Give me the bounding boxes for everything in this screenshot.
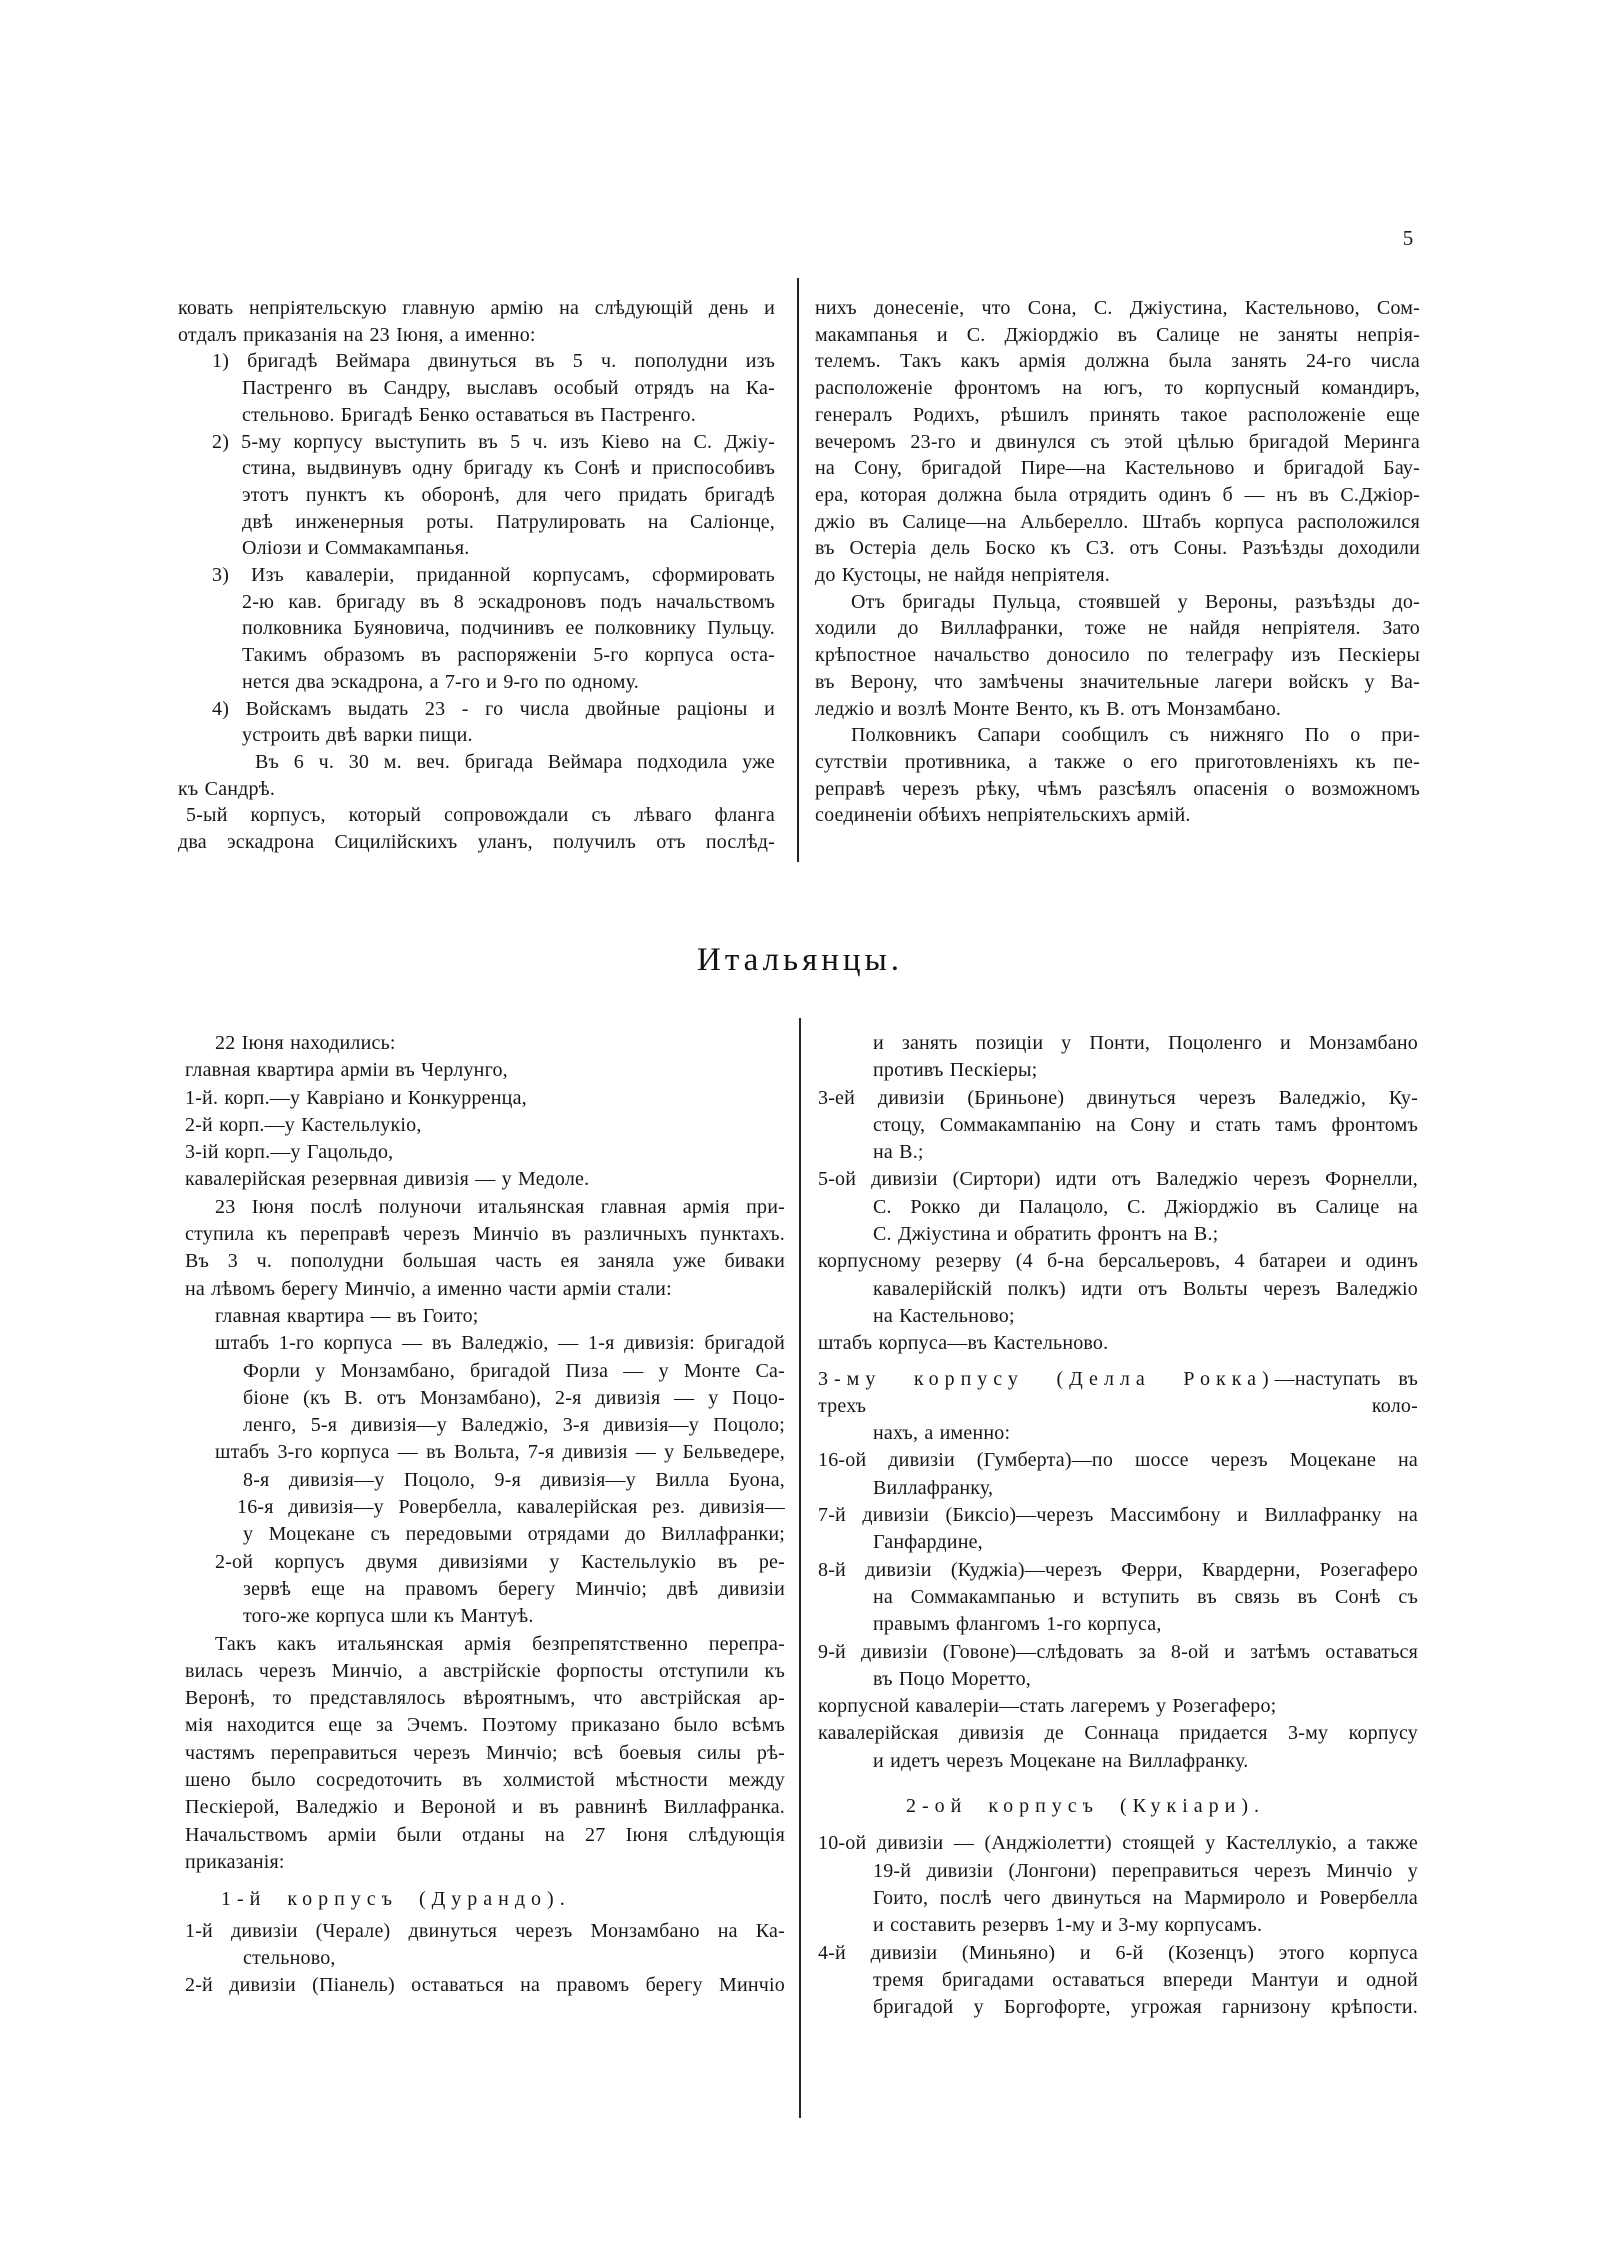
text-line: 2-ю кав. бригаду въ 8 эскадроновъ подъ начальствомъ: [242, 590, 775, 613]
text-line: частямъ переправиться черезъ Минчіо; всѣ боевыя силы рѣ-: [185, 1741, 785, 1764]
text-line: 1) бригадѣ Веймара двинуться въ 5 ч. пополудни изъ: [212, 350, 775, 373]
text-line: крѣпостное начальство доносило по телеграфу изъ Пескіеры: [815, 644, 1420, 667]
text-line: 10-ой дивизіи — (Анджіолетти) стоящей у Кастеллукіо, а также: [818, 1832, 1418, 1855]
top-left-column: [178, 295, 775, 856]
text-line: и составить резервъ 1-му и 3-му корпусамъ.: [873, 1914, 1263, 1937]
text-line: 8-й дивизіи (Куджіа)—черезъ Ферри, Квардерни, Розегаферо: [818, 1558, 1418, 1581]
text-line: отдалъ приказанія на 23 Іюня, а именно:: [178, 323, 536, 346]
text-line: Ганфардине,: [873, 1531, 983, 1554]
text-line: мія находится еще за Эчемъ. Поэтому приказано было всѣмъ: [185, 1714, 785, 1737]
text-line: Виллафранку,: [873, 1476, 994, 1499]
text-line: 4-й дивизіи (Миньяно) и 6-й (Козенцъ) этого корпуса: [818, 1941, 1418, 1964]
text-line: С. Рокко ди Палацоло, С. Джіорджіо въ Салице на: [873, 1195, 1418, 1218]
text-line: нахъ, а именно:: [873, 1422, 1011, 1445]
text-line: штабъ 3-го корпуса — въ Вольта, 7-я дивизія — у Бельведере,: [215, 1441, 785, 1464]
text-line: біоне (къ В. отъ Монзамбано), 2-я дивизія — у Поцо-: [243, 1386, 785, 1409]
text-line: бригадой у Боргофорте, угрожая гарнизону крѣпости.: [873, 1996, 1418, 2019]
text-line: ступила къ переправѣ черезъ Минчіо въ различныхъ пунктахъ.: [185, 1223, 785, 1246]
text-line: Гоито, послѣ чего двинуться на Мармироло и Ровербелла: [873, 1886, 1418, 1909]
text-line: телемъ. Такъ какъ армія должна была занять 24-го числа: [815, 350, 1420, 373]
text-line: Веронѣ, то представлялось вѣроятнымъ, что австрійская ар-: [185, 1687, 785, 1710]
text-line: 2) 5-му корпусу выступить въ 5 ч. изъ Кіево на С. Джіу-: [212, 430, 775, 453]
text-line: 5-ый корпусъ, который сопровождали съ лѣваго фланга: [186, 804, 775, 827]
text-line: 2-й корп.—у Кастельлукіо,: [185, 1113, 422, 1136]
bottom-left-column: [185, 1030, 785, 1999]
text-line: вилась черезъ Минчіо, а австрійскіе форпосты отступили къ: [185, 1659, 785, 1682]
text-line: устроить двѣ варки пищи.: [242, 724, 473, 747]
text-line: шено было сосредоточить въ холмистой мѣстности между: [185, 1769, 785, 1792]
text-line: ленго, 5-я дивизія—у Валеджіо, 3-я дивизія—у Поцоло;: [243, 1414, 785, 1437]
text-line: Пескіерой, Валеджіо и Вероной и въ равнинѣ Виллафранка.: [185, 1796, 785, 1819]
text-line: 4) Войскамъ выдать 23 - го числа двойные раціоны и: [212, 697, 775, 720]
text-line: 9-й дивизіи (Говоне)—слѣдовать за 8-ой и затѣмъ оставаться: [818, 1640, 1418, 1663]
page-number: 5: [1402, 226, 1414, 250]
text-line: Такимъ образомъ въ распоряженіи 5-го корпуса оста-: [242, 644, 775, 667]
text-line: въ Верону, что замѣчены значительные лагери войскъ у Ва-: [815, 670, 1420, 693]
text-line: 16-ой дивизіи (Гумберта)—по шоссе черезъ Моцекане на: [818, 1449, 1418, 1472]
text-line: ходили до Виллафранки, тоже не найдя непріятеля. Зато: [815, 617, 1420, 640]
text-line: корпусному резерву (4 б-на берсальеровъ, 4 батареи и одинъ: [818, 1250, 1418, 1273]
text-line: 2-ой корпусъ (Кукіари).: [906, 1795, 1265, 1818]
text-line: стоцу, Соммакампанію на Сону и стать тамъ фронтомъ: [873, 1113, 1418, 1136]
text-line: 5-ой дивизіи (Сиртори) идти отъ Валеджіо черезъ Форнелли,: [818, 1168, 1418, 1191]
text-line: главная квартира арміи въ Черлунго,: [185, 1059, 508, 1082]
text-line: тремя бригадами оставаться впереди Мантуи и одной: [873, 1968, 1418, 1991]
text-line: штабъ 1-го корпуса — въ Валеджіо, — 1-я дивизія: бригадой: [215, 1332, 785, 1355]
text-line: штабъ корпуса—въ Кастельново.: [818, 1332, 1109, 1355]
text-line: 2-й дивизіи (Піанель) оставаться на правомъ берегу Минчіо: [185, 1974, 785, 1997]
text-line: 1-й дивизіи (Черале) двинуться черезъ Монзамбано на Ка-: [185, 1919, 785, 1942]
text-line: стина, выдвинувъ одну бригаду къ Сонѣ и приспособивъ: [242, 457, 775, 480]
text-line: полковника Буяновича, подчинивъ ее полковнику Пульцу.: [242, 617, 775, 640]
text-line: кавалерійская дивизія де Соннаца придается 3-му корпусу: [818, 1722, 1418, 1745]
text-line: на В.;: [873, 1141, 924, 1164]
text-line: на Соммакампанью и вступить въ связь въ Сонѣ съ: [873, 1585, 1418, 1608]
text-line: 3-ій корп.—у Гацольдо,: [185, 1141, 394, 1164]
text-line: 22 Іюня находились:: [215, 1032, 396, 1054]
text-line: нихъ донесеніе, что Сона, С. Джіустина, Кастельново, Сом-: [815, 297, 1420, 319]
text-line: 1-й. корп.—у Кавріано и Конкурренца,: [185, 1086, 527, 1109]
text-line: расположеніе фронтомъ на югъ, то корпусный командиръ,: [815, 377, 1420, 400]
text-line: у Моцекане съ передовыми отрядами до Виллафранки;: [243, 1523, 785, 1546]
text-line: Въ 3 ч. пополудни большая часть ея заняла уже биваки: [185, 1250, 785, 1273]
text-line: два эскадрона Сицилійскихъ уланъ, получилъ отъ послѣд-: [178, 831, 775, 854]
text-line: до Кустоцы, не найдя непріятеля.: [815, 564, 1110, 587]
text-line: 3) Изъ кавалеріи, приданной корпусамъ, сформировать: [212, 564, 775, 587]
text-line: 3-ей дивизіи (Бриньоне) двинуться черезъ Валеджіо, Ку-: [818, 1086, 1418, 1109]
text-line: двѣ инженерныя роты. Патрулировать на Саліонце,: [242, 510, 775, 533]
text-line: кавалерійскій полкъ) идти отъ Вольты черезъ Валеджіо: [873, 1277, 1418, 1300]
section-heading: Итальянцы.: [696, 942, 904, 978]
text-line: нется два эскадрона, а 7-го и 9-го по одному.: [242, 670, 639, 693]
text-line: 23 Іюня послѣ полуночи итальянская главная армія при-: [215, 1195, 785, 1218]
text-line: стельново. Бригадѣ Бенко оставаться въ Пастренго.: [242, 403, 696, 426]
text-line: правымъ флангомъ 1-го корпуса,: [873, 1613, 1162, 1636]
text-line: стельново,: [243, 1946, 336, 1969]
text-line: С. Джіустина и обратить фронтъ на В.;: [873, 1223, 1219, 1246]
text-line: ковать непріятельскую главную армію на слѣдующій день и: [178, 297, 775, 319]
text-line: 7-й дивизіи (Биксіо)—черезъ Массимбону и Виллафранку на: [818, 1504, 1418, 1527]
text-line: и занять позиціи у Понти, Поцоленго и Монзамбано: [873, 1032, 1418, 1054]
text-line: Такъ какъ итальянская армія безпрепятственно перепра-: [215, 1632, 785, 1655]
text-line: джіо въ Салице—на Альберелло. Штабъ корпуса расположился: [815, 510, 1420, 533]
text-line: 1-й корпусъ (Дурандо).: [221, 1888, 571, 1911]
text-line: соединеніи обѣихъ непріятельскихъ армій.: [815, 804, 1191, 827]
column-divider-bottom-rule: [799, 1018, 801, 2118]
text-line: Въ 6 ч. 30 м. веч. бригада Веймара подходила уже: [255, 750, 775, 773]
text-line: Форли у Монзамбано, бригадой Пиза — у Монте Са-: [243, 1359, 785, 1382]
text-line: сутствіи противника, а также о его приготовленіяхъ къ пе-: [815, 750, 1420, 773]
text-line: зервѣ еще на правомъ берегу Минчіо; двѣ дивизіи: [243, 1577, 785, 1600]
text-line: макампанья и С. Джіорджіо въ Салице не заняты непрія-: [815, 323, 1420, 346]
text-line: 19-й дивизіи (Лонгони) переправиться черезъ Минчіо у: [873, 1859, 1418, 1882]
text-line: приказанія:: [185, 1850, 285, 1873]
text-line: въ Поцо Моретто,: [873, 1667, 1032, 1690]
text-line: главная квартира — въ Гоито;: [215, 1304, 479, 1327]
text-line: на Кастельново;: [873, 1304, 1015, 1327]
column-divider-top-rule: [797, 278, 799, 862]
text-line: въ Остеріа дель Боско къ СЗ. отъ Соны. Разъѣзды доходили: [815, 537, 1420, 560]
text-line: на лѣвомъ берегу Минчіо, а именно части арміи стали:: [185, 1277, 672, 1300]
text-line: ера, которая должна была отрядить одинъ б — нъ въ С.Джіор-: [815, 483, 1420, 506]
text-line: реправѣ черезъ рѣку, чѣмъ разсѣялъ опасенія о возможномъ: [815, 777, 1420, 800]
text-line: Начальствомъ арміи были отданы на 27 Іюня слѣдующія: [185, 1823, 785, 1846]
text-line: Отъ бригады Пульца, стоявшей у Вероны, разъѣзды до-: [851, 590, 1420, 613]
text-line: Полковникъ Сапари сообщилъ съ нижняго По о при-: [851, 724, 1420, 747]
text-line: 8-я дивизія—у Поцоло, 9-я дивизія—у Вилла Буона,: [243, 1468, 785, 1491]
text-line: къ Сандрѣ.: [178, 777, 276, 800]
text-line: Оліози и Соммакампанья.: [242, 537, 470, 560]
text-line: вечеромъ 23-го и двинулся съ этой цѣлью бригадой Меринга: [815, 430, 1420, 453]
text-line: этотъ пунктъ къ оборонѣ, для чего придать бригадѣ: [242, 483, 775, 506]
text-line: 3-му корпусу (Делла Рокка)—наступать въ трехъ коло-: [818, 1367, 1419, 1417]
text-line: кавалерійская резервная дивизія — у Медоле.: [185, 1168, 590, 1191]
bottom-right-column: [818, 1030, 1418, 2021]
text-line: 2-ой корпусъ двумя дивизіями у Кастельлукіо въ ре-: [215, 1550, 785, 1573]
text-line: леджіо и возлѣ Монте Венто, къ В. отъ Монзамбано.: [815, 697, 1282, 720]
top-right-column: [815, 295, 1420, 829]
text-line: противъ Пескіеры;: [873, 1059, 1038, 1082]
text-line: генералъ Родихъ, рѣшилъ принять такое расположеніе еще: [815, 403, 1420, 426]
text-line: 16-я дивизія—у Ровербелла, кавалерійская рез. дивизія—: [237, 1496, 785, 1519]
text-line: и идетъ черезъ Моцекане на Виллафранку.: [873, 1749, 1249, 1772]
text-line: Пастренго въ Сандру, выславъ особый отрядъ на Ка-: [242, 377, 775, 400]
text-line: корпусной кавалеріи—стать лагеремъ у Розегаферо;: [818, 1695, 1277, 1718]
text-line: того-же корпуса шли къ Мантуѣ.: [243, 1605, 534, 1628]
text-line: на Сону, бригадой Пире—на Кастельново и бригадой Бау-: [815, 457, 1420, 480]
